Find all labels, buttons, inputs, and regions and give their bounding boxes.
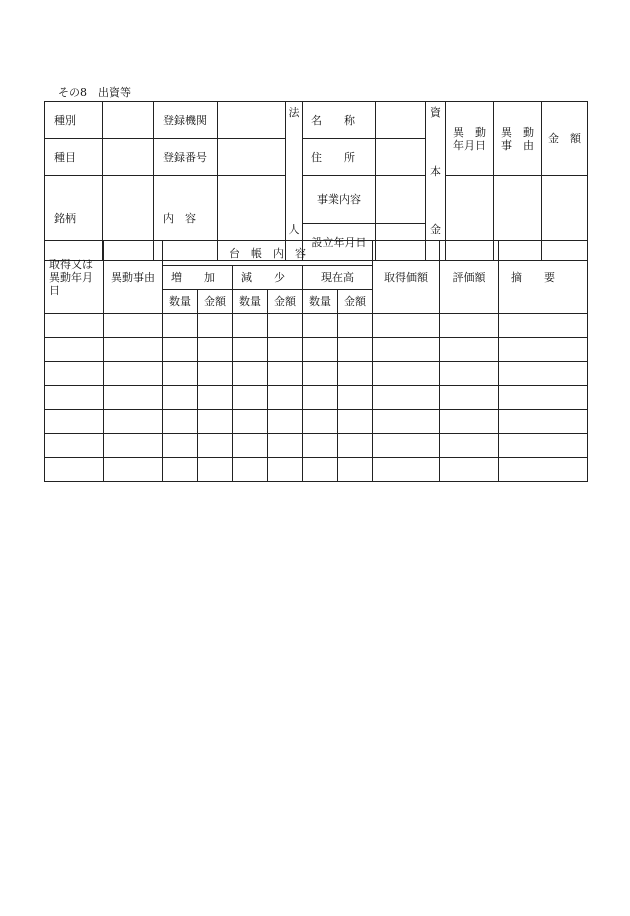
table-cell[interactable] — [373, 362, 440, 386]
table-cell[interactable] — [233, 410, 268, 434]
table-cell[interactable] — [373, 458, 440, 482]
meigara-label: 銘柄 — [45, 176, 103, 261]
table-cell[interactable] — [303, 458, 338, 482]
table-cell[interactable] — [233, 362, 268, 386]
setsuritsu-label: 設立年月日 — [303, 224, 376, 261]
table-cell[interactable] — [499, 410, 588, 434]
table-cell[interactable] — [198, 314, 233, 338]
genshou-header: 減 少 — [233, 266, 303, 290]
table-row — [45, 314, 588, 338]
toroku-bango-label: 登録番号 — [154, 139, 218, 176]
table-cell[interactable] — [440, 410, 499, 434]
table-cell[interactable] — [499, 434, 588, 458]
hojin-vertical-label: 法 人 — [286, 102, 303, 261]
meisho-label: 名 称 — [303, 102, 376, 139]
ido-jiyu-header: 異 動 事 由 — [494, 102, 542, 176]
table-cell[interactable] — [373, 386, 440, 410]
zoka-kingaku-header: 金額 — [198, 290, 233, 314]
table-cell[interactable] — [45, 458, 104, 482]
table-cell[interactable] — [104, 338, 163, 362]
table-cell[interactable] — [233, 314, 268, 338]
zoka-suryo-header: 数量 — [163, 290, 198, 314]
shihonkin-vertical-label: 資 本 金 — [426, 102, 446, 261]
table-cell[interactable] — [338, 362, 373, 386]
table-cell[interactable] — [163, 314, 198, 338]
investment-info-table — [44, 101, 588, 261]
table-cell[interactable] — [303, 386, 338, 410]
table-cell[interactable] — [303, 362, 338, 386]
table-row — [45, 362, 588, 386]
table-cell[interactable] — [104, 410, 163, 434]
table-cell[interactable] — [268, 362, 303, 386]
table-cell[interactable] — [303, 434, 338, 458]
table-cell[interactable] — [45, 314, 104, 338]
table-cell[interactable] — [104, 434, 163, 458]
table-cell[interactable] — [268, 458, 303, 482]
table-cell[interactable] — [198, 410, 233, 434]
table-cell[interactable] — [268, 338, 303, 362]
naiyo-label: 内 容 — [154, 176, 218, 261]
table-cell[interactable] — [338, 458, 373, 482]
table-row — [45, 386, 588, 410]
table-cell[interactable] — [268, 434, 303, 458]
table-row — [45, 458, 588, 482]
table-cell[interactable] — [198, 338, 233, 362]
shumoku-label: 種目 — [45, 139, 103, 176]
table-cell[interactable] — [303, 410, 338, 434]
table-cell[interactable] — [499, 338, 588, 362]
table-cell[interactable] — [198, 362, 233, 386]
ledger-rows — [45, 314, 588, 482]
shutoku-kagaku-header: 取得価額 — [373, 241, 440, 314]
table-cell[interactable] — [268, 410, 303, 434]
table-cell[interactable] — [198, 434, 233, 458]
table-cell[interactable] — [45, 362, 104, 386]
meisho-value[interactable] — [376, 102, 426, 139]
toroku-bango-value[interactable] — [218, 139, 286, 176]
table-cell[interactable] — [104, 362, 163, 386]
shubetsu-value[interactable] — [103, 102, 154, 139]
table-cell[interactable] — [499, 386, 588, 410]
daicho-naiyo-header: 台 帳 内 容 — [163, 241, 373, 266]
table-cell[interactable] — [338, 386, 373, 410]
table-cell[interactable] — [373, 338, 440, 362]
table-cell[interactable] — [45, 338, 104, 362]
table-cell[interactable] — [198, 386, 233, 410]
table-cell[interactable] — [163, 362, 198, 386]
genshou-suryo-header: 数量 — [233, 290, 268, 314]
table-cell[interactable] — [373, 314, 440, 338]
ido-nengappi-header: 異 動 年月日 — [446, 102, 494, 176]
table-cell[interactable] — [104, 386, 163, 410]
table-cell[interactable] — [303, 338, 338, 362]
table-cell[interactable] — [338, 410, 373, 434]
table-cell[interactable] — [268, 386, 303, 410]
table-cell[interactable] — [104, 314, 163, 338]
ido-jiyu-header: 異動事由 — [104, 241, 163, 314]
table-cell[interactable] — [440, 458, 499, 482]
genzaidaka-header: 現在高 — [303, 266, 373, 290]
table-cell[interactable] — [499, 314, 588, 338]
ledger-table — [44, 240, 588, 482]
table-cell[interactable] — [499, 458, 588, 482]
shumoku-value[interactable] — [103, 139, 154, 176]
table-cell[interactable] — [163, 410, 198, 434]
table-cell[interactable] — [338, 314, 373, 338]
table-cell[interactable] — [440, 386, 499, 410]
table-cell[interactable] — [303, 314, 338, 338]
table-cell[interactable] — [104, 458, 163, 482]
toroku-kikan-label: 登録機関 — [154, 102, 218, 139]
table-cell[interactable] — [440, 314, 499, 338]
jusho-label: 住 所 — [303, 139, 376, 176]
table-cell[interactable] — [499, 362, 588, 386]
table-cell[interactable] — [373, 434, 440, 458]
genzaidaka-suryo-header: 数量 — [303, 290, 338, 314]
genshou-kingaku-header: 金額 — [268, 290, 303, 314]
table-row — [45, 434, 588, 458]
genzaidaka-kingaku-header: 金額 — [338, 290, 373, 314]
table-cell[interactable] — [45, 386, 104, 410]
kingaku-header: 金 額 — [542, 102, 588, 176]
tekiyo-header: 摘 要 — [499, 241, 588, 314]
table-cell[interactable] — [163, 434, 198, 458]
table-cell[interactable] — [163, 338, 198, 362]
table-cell[interactable] — [45, 410, 104, 434]
table-cell[interactable] — [338, 434, 373, 458]
jusho-value[interactable] — [376, 139, 426, 176]
table-cell[interactable] — [440, 434, 499, 458]
page-title: その8 出資等 — [58, 86, 131, 99]
jigyo-naiyo-label: 事業内容 — [303, 176, 376, 224]
jigyo-naiyo-value[interactable] — [376, 176, 426, 224]
shutoku-ido-header: 取得又は異動年月日 — [45, 241, 104, 314]
table-row — [45, 338, 588, 362]
table-cell[interactable] — [233, 338, 268, 362]
zoka-header: 増 加 — [163, 266, 233, 290]
table-cell[interactable] — [268, 314, 303, 338]
shubetsu-label: 種別 — [45, 102, 103, 139]
table-cell[interactable] — [440, 338, 499, 362]
table-cell[interactable] — [163, 458, 198, 482]
toroku-kikan-value[interactable] — [218, 102, 286, 139]
table-cell[interactable] — [233, 386, 268, 410]
table-cell[interactable] — [373, 410, 440, 434]
table-cell[interactable] — [233, 458, 268, 482]
table-cell[interactable] — [233, 434, 268, 458]
table-cell[interactable] — [198, 458, 233, 482]
hyoka-gaku-header: 評価額 — [440, 241, 499, 314]
table-cell[interactable] — [440, 362, 499, 386]
table-cell[interactable] — [163, 386, 198, 410]
table-row — [45, 410, 588, 434]
table-cell[interactable] — [338, 338, 373, 362]
table-cell[interactable] — [45, 434, 104, 458]
